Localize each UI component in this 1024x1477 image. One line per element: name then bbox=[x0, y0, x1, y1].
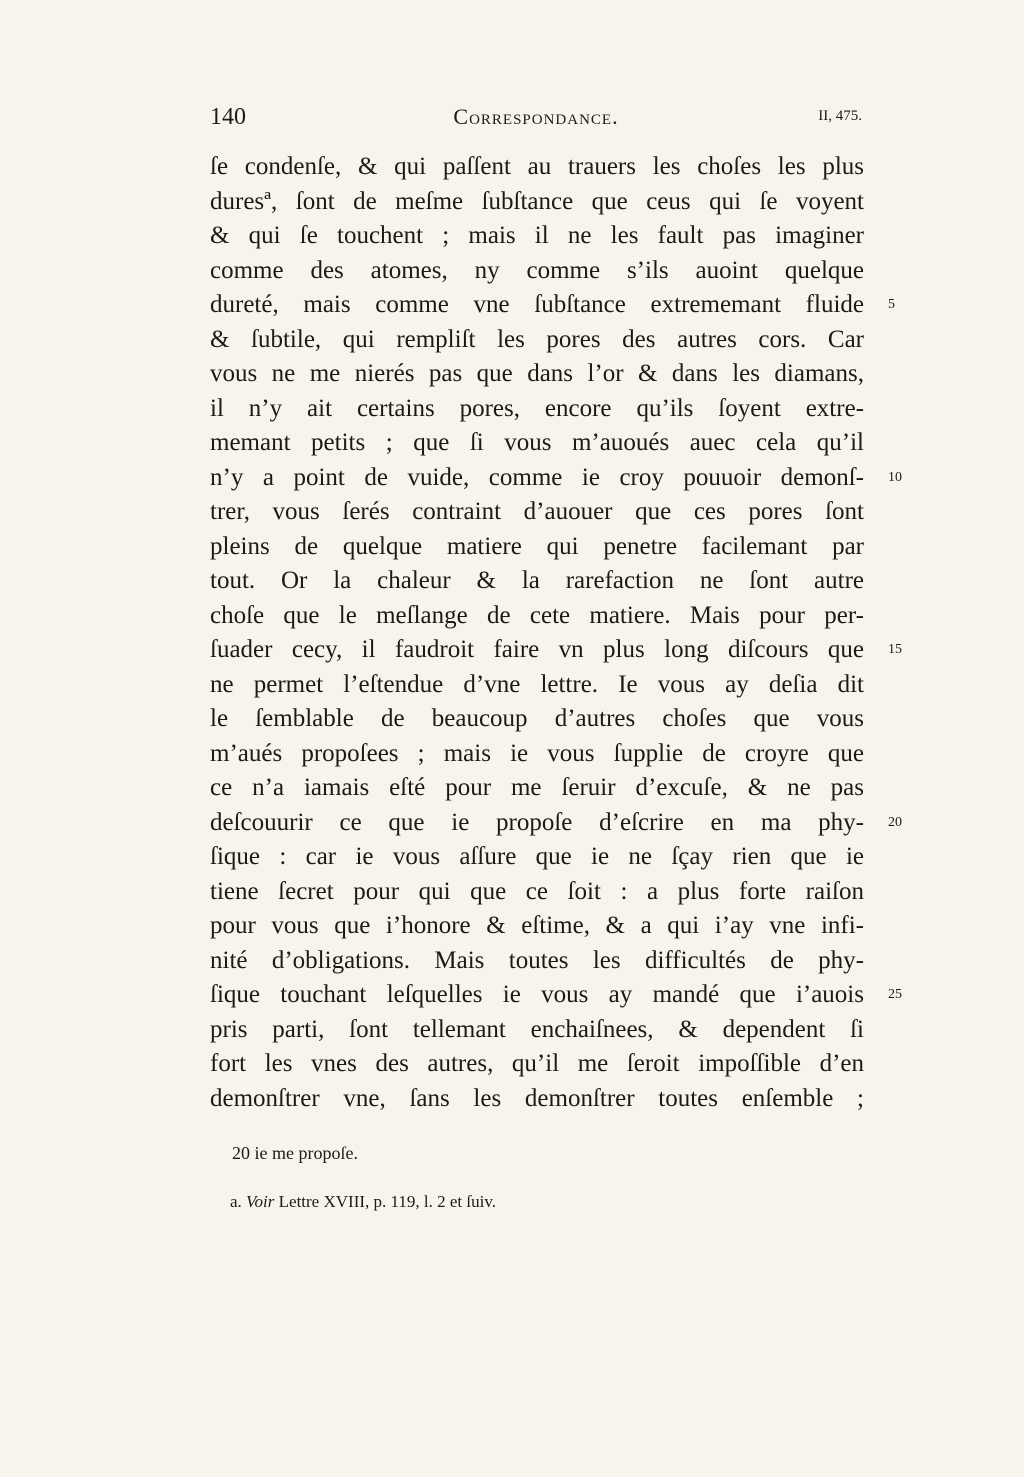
text-line: trer, vous ſerés contraint d’auouer que ces pores ſont bbox=[210, 498, 864, 525]
text-line: n’y a point de vuide, comme ie croy pouuoir demonſ- 10 bbox=[210, 461, 864, 496]
footnote-text: Lettre XVIII, p. 119, l. 2 et ſuiv. bbox=[278, 1192, 496, 1211]
footnote bbox=[230, 1192, 496, 1212]
line-number: 10 bbox=[888, 469, 902, 485]
text-line: m’aués propoſees ; mais ie vous ſupplie de croyre que bbox=[210, 739, 864, 767]
letter-body bbox=[210, 150, 902, 1116]
text-line: comme des atomes, ny comme s’ils auoint quelque bbox=[210, 256, 864, 284]
text-line: il n’y ait certains pores, encore qu’ils ſoyent extre- bbox=[210, 394, 864, 422]
page-header bbox=[210, 104, 862, 138]
footnote-mark: a. bbox=[230, 1192, 242, 1211]
line-number: 15 bbox=[888, 642, 902, 657]
text-line: pour vous que i’honore & eſtime, & a qui i’ay vne infi- bbox=[210, 912, 864, 939]
footnote-italic: Voir bbox=[246, 1192, 275, 1211]
text-line: vous ne me nierés pas que dans l’or & dans les diamans, bbox=[210, 360, 864, 387]
page-number: 140 bbox=[210, 104, 246, 130]
text-line: le ſemblable de beaucoup d’autres choſes que vous bbox=[210, 705, 864, 732]
text-line: tiene ſecret pour qui que ce ſoit : a plus forte raiſon bbox=[210, 877, 864, 905]
volume-reference: II, 475. bbox=[818, 108, 862, 124]
text-line: demonſtrer vne, ſans les demonſtrer toutes enſemble ; bbox=[210, 1084, 864, 1112]
line-number: 5 bbox=[888, 297, 895, 312]
running-title: Correspondance. bbox=[453, 104, 619, 129]
text-line: duresª, ſont de meſme ſubſtance que ceus qui ſe voyent bbox=[210, 187, 864, 215]
text-line: nité d’obligations. Mais toutes les difficultés de phy- bbox=[210, 946, 864, 974]
text-line: ſique touchant leſquelles ie vous ay mandé que i’auois 25 bbox=[210, 978, 864, 1013]
text-line: ſe condenſe, & qui paſſent au trauers les choſes les plus bbox=[210, 153, 864, 180]
text-line: pris parti, ſont tellemant enchaiſnees, & dependent ſi bbox=[210, 1015, 864, 1043]
text-line: & qui ſe touchent ; mais il ne les fault pas imaginer bbox=[210, 222, 864, 249]
text-line: memant petits ; que ſi vous m’auoués auec cela qu’il bbox=[210, 429, 864, 456]
text-line: pleins de quelque matiere qui penetre facilemant par bbox=[210, 532, 864, 560]
variant-note: 20 ie me propoſe. bbox=[232, 1143, 358, 1163]
text-line: ſuader cecy, il faudroit faire vn plus long diſcours que 15 bbox=[210, 633, 864, 668]
text-line: dureté, mais comme vne ſubſtance extrememant fluide 5 bbox=[210, 288, 864, 323]
line-number: 20 bbox=[888, 814, 902, 830]
text-line: & ſubtile, qui rempliſt les pores des autres cors. Car bbox=[210, 325, 864, 353]
line-number: 25 bbox=[888, 987, 902, 1002]
text-line: fort les vnes des autres, qu’il me ſeroit impoſſible d’en bbox=[210, 1050, 864, 1077]
text-line: choſe que le meſlange de cete matiere. Mais pour per- bbox=[210, 601, 864, 629]
text-line: tout. Or la chaleur & la rarefaction ne ſont autre bbox=[210, 567, 864, 594]
text-line: ne permet l’eſtendue d’vne lettre. Ie vous ay deſia dit bbox=[210, 670, 864, 698]
text-line: ſique : car ie vous aſſure que ie ne ſçay rien que ie bbox=[210, 843, 864, 870]
text-line: deſcouurir ce que ie propoſe d’eſcrire en ma phy- 20 bbox=[210, 806, 864, 841]
text-line: ce n’a iamais eſté pour me ſeruir d’excuſe, & ne pas bbox=[210, 774, 864, 801]
